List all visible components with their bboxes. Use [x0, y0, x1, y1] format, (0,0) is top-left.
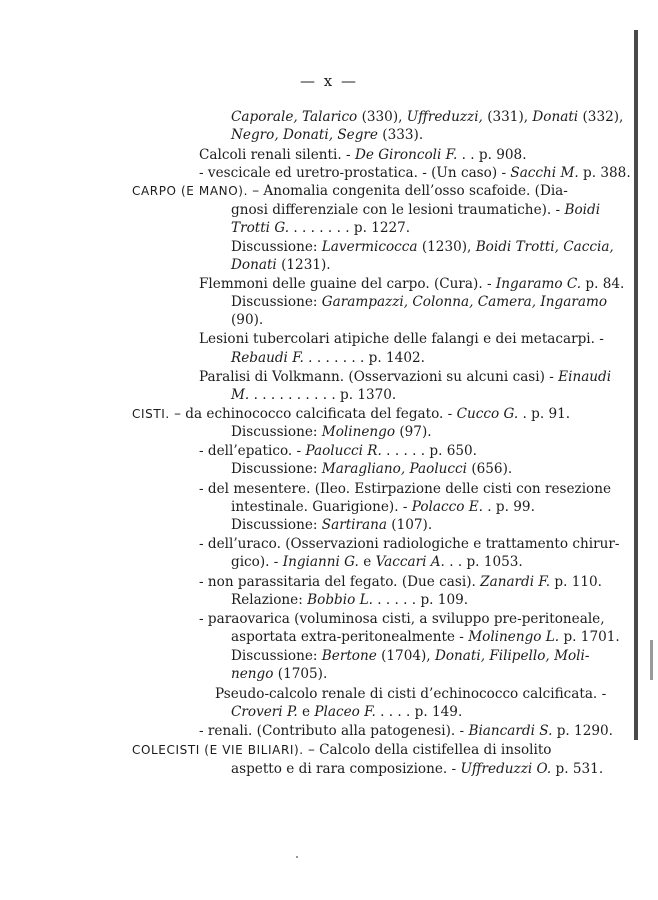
scan-speck	[296, 856, 298, 858]
author-name: Ingianni G.	[282, 554, 359, 570]
author-name: Vaccari A.	[375, 554, 445, 570]
index-line	[199, 610, 605, 628]
author-name: Uffreduzzi O.	[460, 761, 552, 777]
entry-text: - vescicale ed uretro-prostatica. - (Un caso) -	[199, 165, 511, 181]
entry-text: p. 388.	[578, 165, 631, 181]
author-name: Donati	[231, 257, 277, 273]
index-line	[199, 275, 625, 293]
entry-text: aspetto e di rara composizione. -	[231, 761, 461, 777]
index-line	[199, 330, 604, 348]
entry-text: (1230),	[417, 239, 476, 255]
index-line	[231, 665, 327, 683]
index-line	[215, 685, 607, 703]
author-name: Paolucci R.	[305, 443, 382, 459]
entry-text: - del mesentere. (Ileo. Estirpazione delle cisti con resezione	[199, 481, 612, 497]
entry-text: Lesioni tubercolari atipiche delle falangi e dei metacarpi. -	[199, 331, 604, 347]
index-line	[231, 647, 589, 665]
author-name: M.	[231, 387, 250, 403]
entry-text: - dell’epatico. -	[199, 443, 306, 459]
author-name: Polacco E.	[411, 499, 483, 515]
entry-text: Paralisi di Volkmann. (Osservazioni su alcuni casi) -	[199, 369, 559, 385]
entry-text: (331),	[482, 109, 533, 125]
index-line	[231, 108, 624, 126]
entry-text: p. 1290.	[552, 723, 613, 739]
index-line	[231, 238, 614, 256]
index-line	[231, 311, 263, 329]
entry-text: e	[358, 554, 376, 570]
entry-text: (97).	[395, 424, 432, 440]
entry-text: (332),	[578, 109, 624, 125]
author-name: Cucco G.	[456, 406, 519, 422]
author-name: Garampazzi, Colonna, Camera, Ingaramo	[321, 294, 608, 310]
entry-text: (333).	[377, 127, 424, 143]
index-heading: COLECISTI (E VIE BILIARI).	[132, 743, 304, 757]
entry-text: – Calcolo della cistifellea di insolito	[303, 742, 552, 758]
entry-text: . . . . p. 149.	[375, 704, 463, 720]
entry-text: Calcoli renali silenti. -	[199, 147, 355, 163]
entry-text: Discussione:	[231, 294, 322, 310]
entry-text: . . p. 908.	[457, 147, 527, 163]
author-name: Bobbio L.	[307, 592, 373, 608]
entry-text: intestinale. Guarigione). -	[231, 499, 412, 515]
author-name: Boidi Trotti, Caccia,	[475, 239, 614, 255]
index-line	[199, 722, 613, 740]
entry-text: . . . . . . . p. 1227.	[289, 220, 411, 236]
entry-text: Discussione:	[231, 239, 322, 255]
entry-text: (1705).	[273, 666, 328, 682]
entry-text: Flemmoni delle guaine del carpo. (Cura). -	[199, 276, 496, 292]
index-line	[199, 146, 527, 164]
entry-text: – Anomalia congenita dell’osso scafoide. (Dia-	[247, 183, 568, 199]
entry-text: p. 531.	[551, 761, 604, 777]
author-name: Uffreduzzi,	[406, 109, 483, 125]
index-line	[199, 368, 612, 386]
entry-text: (90).	[231, 312, 264, 328]
entry-text: Discussione:	[231, 461, 322, 477]
author-name: De Gironcoli F.	[354, 147, 458, 163]
index-line	[231, 553, 523, 571]
entry-text: gico). -	[231, 554, 283, 570]
entry-text: asportata extra-peritonealmente -	[231, 629, 469, 645]
index-line	[231, 460, 512, 478]
author-name: Maragliano, Paolucci	[321, 461, 467, 477]
author-name: Placeo F.	[314, 704, 376, 720]
entry-text: . . . . . . . p. 1402.	[303, 350, 425, 366]
entry-text: - non parassitaria del fegato. (Due casi).	[199, 574, 481, 590]
author-name: Einaudi	[558, 369, 612, 385]
entry-text: . . p. 1053.	[444, 554, 523, 570]
entry-text: - renali. (Contributo alla patogenesi). -	[199, 723, 469, 739]
author-name: Boidi	[564, 202, 601, 218]
author-name: Rebaudi F.	[231, 350, 304, 366]
author-name: Negro, Donati, Segre	[231, 127, 378, 143]
index-line	[231, 760, 604, 778]
entry-text: p. 84.	[581, 276, 625, 292]
index-line	[231, 219, 410, 237]
index-line	[199, 535, 620, 553]
author-name: Caporale, Talarico	[231, 109, 358, 125]
index-line	[231, 293, 608, 311]
entry-text: . . . . . p. 650.	[381, 443, 478, 459]
author-name: Molinengo	[321, 424, 396, 440]
index-line	[199, 164, 631, 182]
entry-text: gnosi differenziale con le lesioni traumatiche). -	[231, 202, 565, 218]
index-heading: CARPO (E MANO).	[132, 184, 248, 198]
entry-text: - paraovarica (voluminosa cisti, a sviluppo pre-peritoneale,	[199, 611, 605, 627]
entry-text: . p. 91.	[518, 406, 571, 422]
entry-text: (656).	[467, 461, 513, 477]
entry-text: Discussione:	[231, 517, 322, 533]
index-line	[231, 628, 620, 646]
entry-text: Discussione:	[231, 424, 322, 440]
index-line	[231, 256, 331, 274]
entry-text: Discussione:	[231, 648, 322, 664]
entry-text: Pseudo-calcolo renale di cisti d’echinococco calcificata. -	[215, 686, 607, 702]
author-name: Sacchi M.	[510, 165, 579, 181]
author-name: Bertone	[321, 648, 377, 664]
scan-edge-mark	[650, 640, 653, 680]
author-name: Molinengo L.	[468, 629, 560, 645]
entry-text: . p. 99.	[482, 499, 535, 515]
index-line	[231, 703, 462, 721]
scan-edge-shadow	[634, 30, 638, 740]
index-line	[231, 591, 468, 609]
author-name: Donati	[532, 109, 579, 125]
index-heading: CISTI.	[132, 407, 170, 421]
entry-text: – da echinococco calcificata del fegato. -	[169, 406, 457, 422]
author-name: Croveri P.	[231, 704, 298, 720]
entry-text: (1231).	[276, 257, 331, 273]
entry-text: . . . . . . . . . . p. 1370.	[249, 387, 397, 403]
index-line	[231, 498, 535, 516]
index-line	[231, 201, 601, 219]
author-name: Biancardi S.	[468, 723, 553, 739]
entry-text: p. 1701.	[559, 629, 620, 645]
index-line	[199, 573, 602, 591]
entry-text: - dell’uraco. (Osservazioni radiologiche e trattamento chirur-	[199, 536, 620, 552]
index-line	[132, 405, 570, 423]
entry-text: Relazione:	[231, 592, 308, 608]
entry-text: (330),	[357, 109, 407, 125]
author-name: Sartirana	[321, 517, 387, 533]
index-line	[132, 741, 552, 759]
entry-text: (1704),	[376, 648, 435, 664]
entry-text: (107).	[386, 517, 433, 533]
entry-text: e	[297, 704, 315, 720]
page-number: — x —	[300, 72, 358, 90]
index-line	[231, 349, 425, 367]
author-name: Donati, Filipello, Moli-	[434, 648, 590, 664]
author-name: Zanardi F.	[480, 574, 551, 590]
entry-text: . . . . . p. 109.	[372, 592, 469, 608]
author-name: nengo	[231, 666, 274, 682]
index-line	[231, 386, 396, 404]
author-name: Lavermicocca	[321, 239, 418, 255]
index-line	[231, 516, 432, 534]
index-line	[231, 423, 432, 441]
entry-text: p. 110.	[550, 574, 602, 590]
index-line	[132, 182, 568, 200]
index-line	[199, 480, 612, 498]
author-name: Trotti G.	[231, 220, 290, 236]
index-line	[231, 126, 423, 144]
index-line	[199, 442, 477, 460]
author-name: Ingaramo C.	[495, 276, 582, 292]
